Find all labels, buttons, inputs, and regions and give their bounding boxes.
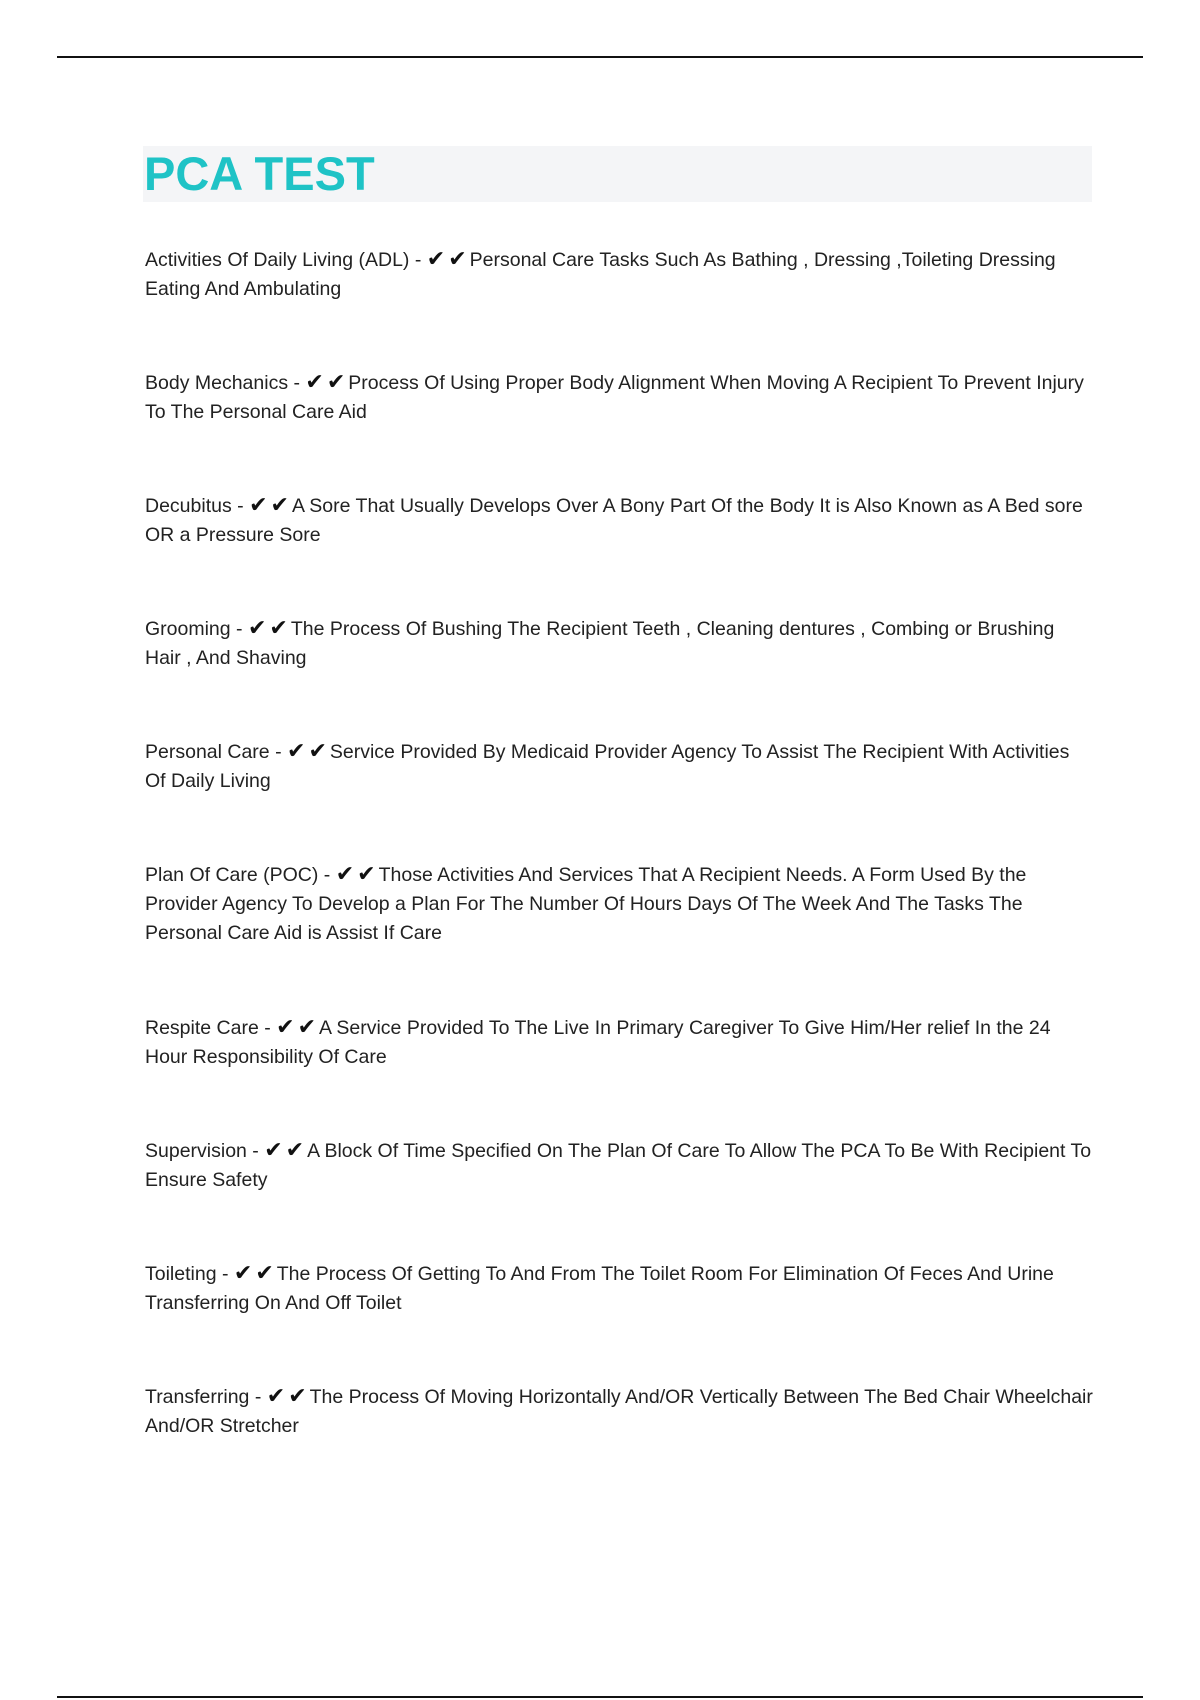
entry-definition: Process Of Using Proper Body Alignment When Moving A Recipient To Prevent Injury To The Personal Care Aid bbox=[145, 372, 1084, 423]
entry-definition: A Sore That Usually Develops Over A Bony Part Of the Body It is Also Known as A Bed sore OR a Pressure Sore bbox=[145, 495, 1083, 546]
entry-definition: Those Activities And Services That A Recipient Needs. A Form Used By the Provider Agency To Develop a Plan For The Number Of Hours Days Of The Week And The Tasks The Personal Care Aid is Assist If Care bbox=[145, 864, 1027, 944]
entry-separator: - bbox=[230, 618, 248, 640]
checkmark-icon: ✔ bbox=[308, 739, 327, 764]
checkmark-icon: ✔ bbox=[426, 247, 446, 272]
entry-separator: - bbox=[216, 1263, 234, 1285]
checkmark-icon: ✔ bbox=[276, 1015, 295, 1040]
checkmark-icon: ✔ bbox=[288, 1384, 307, 1409]
definition-entry bbox=[145, 1260, 1095, 1318]
entry-separator: - bbox=[249, 1386, 267, 1408]
definition-entry bbox=[145, 492, 1095, 550]
checkmark-icon: ✔ bbox=[249, 493, 268, 518]
entry-separator: - bbox=[246, 1140, 265, 1162]
checkmark-icon: ✔ bbox=[297, 1015, 317, 1040]
entry-definition: The Process Of Moving Horizontally And/OR Vertically Between The Bed Chair Wheelchair And/OR Stretcher bbox=[145, 1386, 1093, 1437]
checkmark-icon: ✔ bbox=[264, 1138, 283, 1163]
entry-separator: - bbox=[269, 741, 287, 763]
definition-entry bbox=[145, 369, 1095, 427]
checkmark-icon: ✔ bbox=[255, 1261, 274, 1286]
checkmark-icon: ✔ bbox=[233, 1261, 253, 1286]
entry-term: Respite Care bbox=[145, 1017, 259, 1039]
entry-term: Decubitus bbox=[145, 495, 232, 517]
entry-definition: A Block Of Time Specified On The Plan Of Care To Allow The PCA To Be With Recipient To Ensure Safety bbox=[145, 1140, 1092, 1191]
checkmark-icon: ✔ bbox=[270, 493, 289, 518]
checkmark-icon: ✔ bbox=[305, 370, 324, 395]
entry-term: Toileting bbox=[145, 1263, 217, 1285]
checkmark-icon: ✔ bbox=[448, 247, 467, 272]
checkmark-icon: ✔ bbox=[287, 739, 306, 764]
definition-entry bbox=[145, 615, 1095, 673]
entry-definition: Personal Care Tasks Such As Bathing , Dressing ,Toileting Dressing Eating And Ambulating bbox=[145, 249, 1056, 300]
entry-definition: The Process Of Bushing The Recipient Teeth , Cleaning dentures , Combing or Brushing Hair , And Shaving bbox=[145, 618, 1055, 669]
definition-entry bbox=[145, 246, 1095, 304]
checkmark-icon: ✔ bbox=[326, 370, 346, 395]
definition-entry bbox=[145, 1014, 1095, 1072]
entry-term: Activities Of Daily Living (ADL) bbox=[145, 249, 410, 271]
definition-entry bbox=[145, 1137, 1095, 1195]
checkmark-icon: ✔ bbox=[269, 616, 288, 641]
entry-term: Grooming bbox=[145, 618, 231, 640]
definition-entry bbox=[145, 861, 1095, 948]
entry-term: Transferring bbox=[145, 1386, 250, 1408]
page-title: PCA TEST bbox=[144, 147, 375, 200]
checkmark-icon: ✔ bbox=[266, 1384, 286, 1409]
entry-separator: - bbox=[258, 1017, 277, 1039]
entry-term: Body Mechanics bbox=[145, 372, 289, 394]
checkmark-icon: ✔ bbox=[285, 1138, 305, 1163]
bottom-rule bbox=[57, 1696, 1143, 1698]
entry-separator: - bbox=[288, 372, 306, 394]
top-rule bbox=[57, 56, 1143, 58]
definition-entry bbox=[145, 1383, 1095, 1441]
entry-term: Personal Care bbox=[145, 741, 270, 763]
entry-separator: - bbox=[231, 495, 250, 517]
entry-term: Supervision bbox=[145, 1140, 247, 1162]
checkmark-icon: ✔ bbox=[357, 862, 376, 887]
entry-definition: The Process Of Getting To And From The Toilet Room For Elimination Of Feces And Urine Transferring On And Off Toilet bbox=[145, 1263, 1054, 1314]
definition-entry bbox=[145, 738, 1095, 796]
entry-definition: A Service Provided To The Live In Primary Caregiver To Give Him/Her relief In the 24 Hour Responsibility Of Care bbox=[145, 1017, 1051, 1068]
entry-definition: Service Provided By Medicaid Provider Agency To Assist The Recipient With Activities Of Daily Living bbox=[145, 741, 1070, 792]
entry-separator: - bbox=[318, 864, 336, 886]
entry-term: Plan Of Care (POC) bbox=[145, 864, 319, 886]
checkmark-icon: ✔ bbox=[247, 616, 267, 641]
entry-separator: - bbox=[409, 249, 427, 271]
checkmark-icon: ✔ bbox=[335, 862, 355, 887]
